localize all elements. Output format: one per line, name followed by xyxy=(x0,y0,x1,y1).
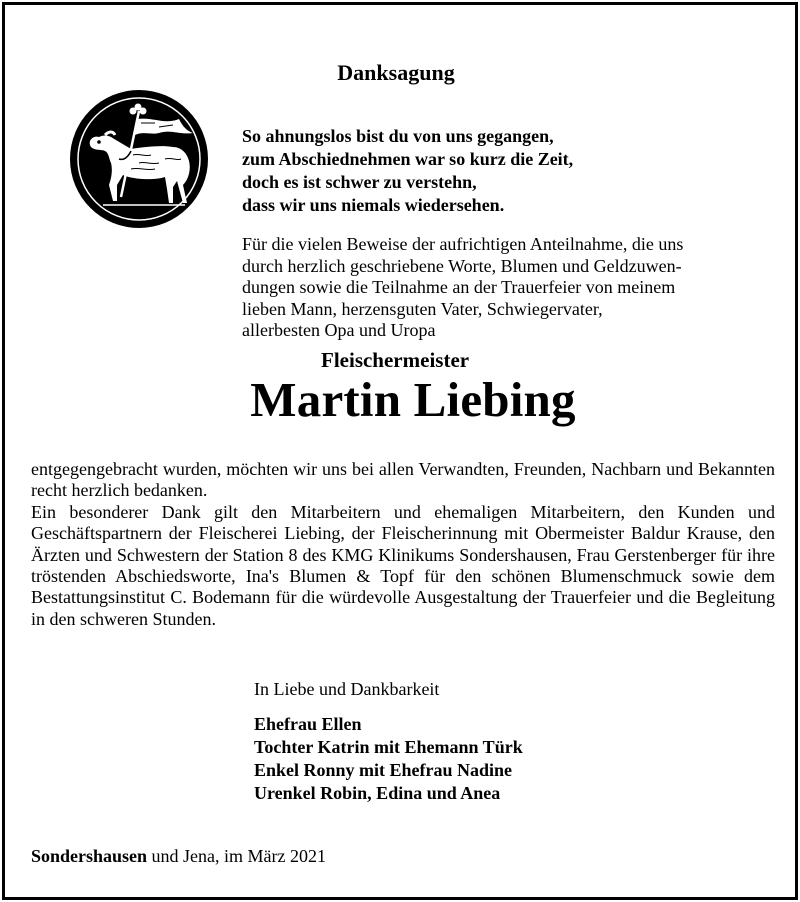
obituary-frame xyxy=(2,2,798,900)
deceased-name: Martin Liebing xyxy=(250,372,576,427)
page-title: Danksagung xyxy=(337,60,455,85)
intro-text xyxy=(242,234,772,342)
family-signatures xyxy=(254,713,523,805)
family-member: Urenkel Robin, Edina und Anea xyxy=(254,783,501,803)
intro-line: lieben Mann, herzensguten Vater, Schwiegervater, xyxy=(242,298,603,319)
family-member: Tochter Katrin mit Ehemann Türk xyxy=(254,737,523,757)
family-member: Enkel Ronny mit Ehefrau Nadine xyxy=(254,760,513,780)
intro-line: allerbesten Opa und Uropa xyxy=(242,320,436,341)
place-name: Sondershausen xyxy=(31,846,148,866)
family-member: Ehefrau Ellen xyxy=(254,714,362,734)
poem-line: So ahnungslos bist du von uns gegangen, xyxy=(242,126,554,146)
poem-line: doch es ist schwer zu verstehn, xyxy=(242,172,477,192)
thanks-paragraph: Ein besonderer Dank gilt den Mitarbeitern und ehemaligen Mitarbeitern, den Kunden und Geschäftspartnern der Fleischerei Liebing, der Fleischerinnung mit Obermeister Baldur Krause, den Ärzten und Schwestern der Station 8 des KMG Klinikums Sondershausen, Frau Gerstenberger für ihre tröstenden Abschiedsworte, Ina's Blumen & Topf für den schönen Blumenschmuck sowie dem Bestattungsinstitut C. Bodemann für die würdevolle Ausgestaltung der Trauerfeier und die Begleitung in den schweren Stunden. xyxy=(31,501,775,629)
deceased-profession: Fleischermeister xyxy=(321,348,470,372)
intro-line: dungen sowie die Teilnahme an der Trauerfeier von meinem xyxy=(242,277,676,298)
thanks-paragraph: entgegengebracht wurden, möchten wir uns bei allen Verwandten, Freunden, Nachbarn und Bekannten recht herzlich bedanken. xyxy=(31,459,775,501)
poem xyxy=(242,125,573,217)
closing-phrase: In Liebe und Dankbarkeit xyxy=(254,679,440,699)
intro-line: Für die vielen Beweise der aufrichtigen Anteilnahme, die uns xyxy=(242,234,684,254)
place-date xyxy=(31,846,326,867)
poem-line: dass wir uns niemals wiedersehen. xyxy=(242,195,505,215)
thanks-body xyxy=(31,459,775,630)
place-date-rest: und Jena, im März 2021 xyxy=(147,846,327,866)
poem-line: zum Abschiednehmen war so kurz die Zeit, xyxy=(242,149,574,169)
lamb-of-god-icon xyxy=(69,89,209,229)
intro-line: durch herzlich geschriebene Worte, Blumen und Geldzuwen- xyxy=(242,255,682,276)
